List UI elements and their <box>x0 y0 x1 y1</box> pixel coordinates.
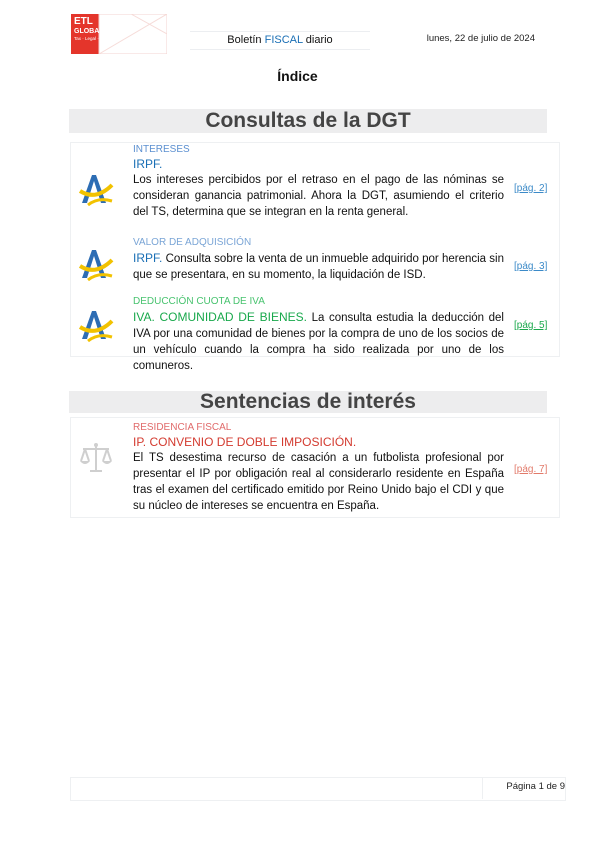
aeat-logo-icon <box>78 307 114 343</box>
section-title-sentencias: Sentencias de interés <box>69 391 547 413</box>
entry-category: DEDUCCIÓN CUOTA DE IVA <box>133 296 265 307</box>
entry-category: VALOR DE ADQUISICIÓN <box>133 237 252 248</box>
entry-category: INTERESES <box>133 144 190 155</box>
entry-summary: Consulta sobre la venta de un inmueble adquirido por herencia sin que se presentara, en su momento, la liquidación de ISD. <box>133 253 504 281</box>
page-link[interactable]: [pág. 2] <box>514 183 548 194</box>
svg-text:Tax · Legal · Audit: Tax · Legal · Audit <box>74 36 111 41</box>
section-title-dgt: Consultas de la DGT <box>69 109 547 133</box>
page-link[interactable]: [pág. 3] <box>514 261 548 272</box>
index-title: Índice <box>277 68 318 84</box>
entry-category: RESIDENCIA FISCAL <box>133 422 232 433</box>
entry-topic: IRPF. <box>133 157 163 171</box>
entry-topic: IVA. COMUNIDAD DE BIENES. <box>133 310 307 324</box>
entry-topic: IRPF. <box>133 251 163 265</box>
entry-topic: IP. CONVENIO DE DOBLE IMPOSICIÓN. <box>133 435 357 449</box>
bulletin-suffix: diario <box>302 34 333 46</box>
entry-summary: Los intereses percibidos por el retraso en el pago de las nóminas se consideran ganancia patrimonial. Ahora la DGT, asumiendo el criterio del TS, determina que se integran en la renta general. <box>133 174 504 218</box>
bulletin-title <box>190 31 370 50</box>
entry-summary: El TS desestima recurso de casación a un futbolista profesional por presentar el IP por obligación real al considerarlo residente en España tras el examen del certificado emitido por Reino Unido bajo el CDI y que su núcleo de intereses se encuentra en España. <box>133 452 504 512</box>
scales-of-justice-icon <box>78 440 114 476</box>
list-item <box>133 237 504 283</box>
entry-summary: La consulta estudia la deducción del IVA por una comunidad de bienes por la compra de uno de los socios de un vehículo cuando la compra ha sido realizada por uno de los comuneros. <box>133 312 504 372</box>
list-item <box>133 422 504 514</box>
list-item <box>133 296 504 374</box>
bulletin-prefix: Boletín <box>227 34 265 46</box>
bulletin-date: lunes, 22 de julio de 2024 <box>426 33 535 44</box>
page-link[interactable]: [pág. 7] <box>514 464 548 475</box>
aeat-logo-icon <box>78 246 114 282</box>
aeat-logo-icon <box>78 171 114 207</box>
svg-text:GLOBAL: GLOBAL <box>74 28 104 35</box>
svg-text:ETL: ETL <box>74 16 93 27</box>
page-link[interactable]: [pág. 5] <box>514 320 548 331</box>
bulletin-accent: FISCAL <box>264 34 303 46</box>
etl-global-logo <box>71 14 167 54</box>
list-item <box>133 144 504 220</box>
page-number: Página 1 de 9 <box>482 777 565 799</box>
